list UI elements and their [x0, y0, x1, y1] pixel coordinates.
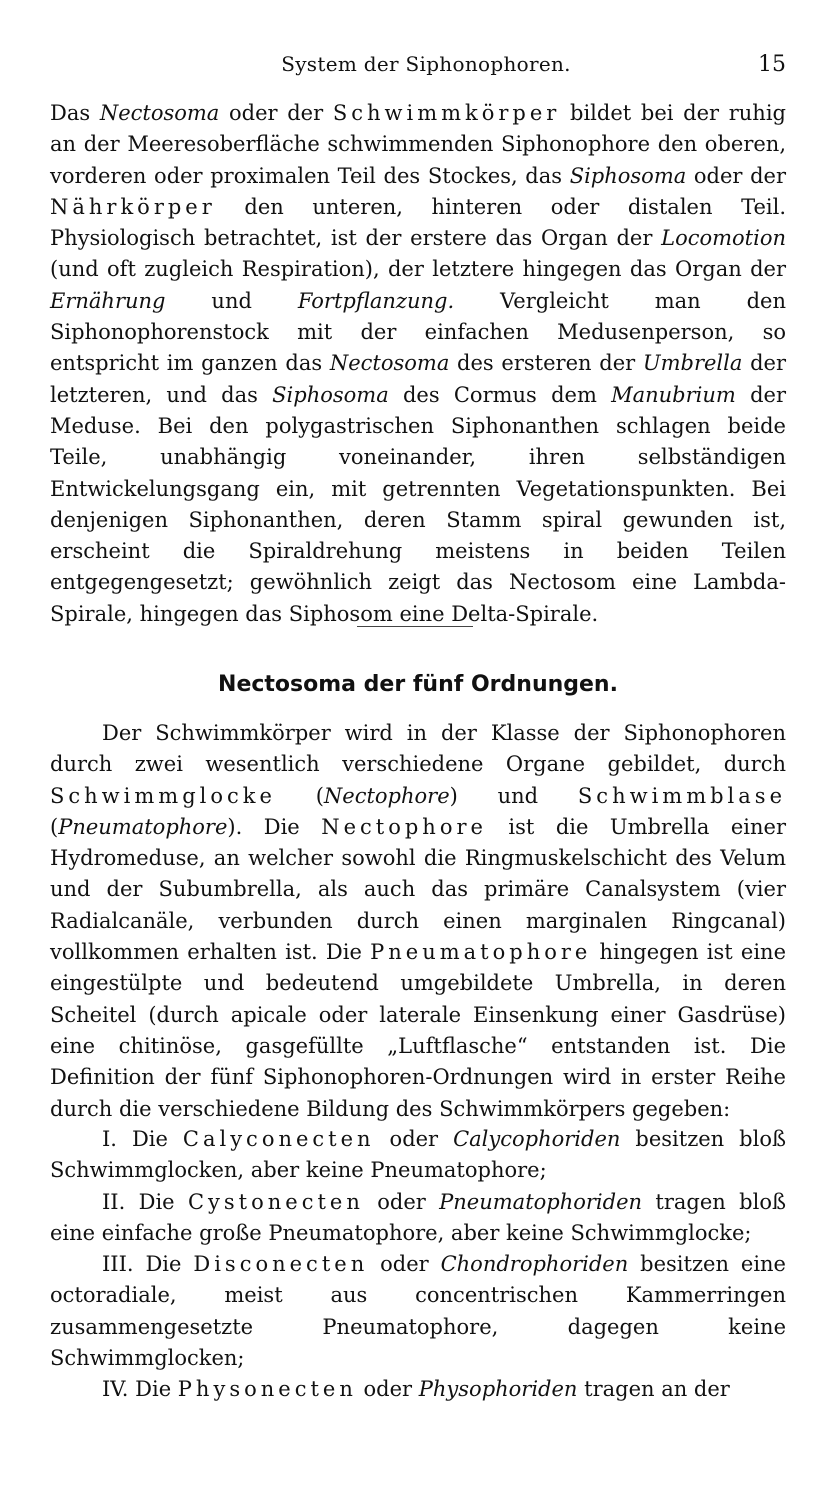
- page-number: 15: [758, 52, 786, 77]
- running-head: [50, 52, 786, 82]
- list-item: III. Die Disconecten oder Chondrophoriden besitzen eine octoradiale, meist aus concentrischen Kammerringen zusammengesetzte Pneumatophore, dagegen keine Schwimmglocken;: [50, 1252, 786, 1371]
- paragraph-intro: Das Nectosoma oder der Schwimmkörper bildet bei der ruhig an der Meeresoberfläche schwimmenden Siphonophore den oberen, vorderen oder proximalen Teil des Stockes, das Siphosoma oder der Nährkörper den unteren, hinteren oder distalen Teil. Physiologisch betrachtet, ist der erstere das Organ der Locomotion (und oft zugleich Respiration), der letztere hingegen das Organ der Ernährung und Fortpflanzung. Vergleicht man den Siphonophorenstock mit der einfachen Medusenperson, so entspricht im ganzen das Nectosoma des ersteren der Umbrella der letzteren, und das Siphosoma des Cormus dem Manubrium der Meduse. Bei den polygastrischen Siphonanthen schlagen beide Teile, unabhängig voneinander, ihren selbständigen Entwickelungsgang ein, mit getrennten Vegetationspunkten. Bei denjenigen Siphonanthen, deren Stamm spiral gewunden ist, erscheint die Spiraldrehung meistens in beiden Teilen entgegengesetzt; gewöhnlich zeigt das Nectosom eine Lambda-Spirale, hingegen das Siphosom eine Delta-Spirale.: [50, 101, 787, 626]
- paragraph-nectosoma: Der Schwimmkörper wird in der Klasse der Siphonophoren durch zwei wesentlich verschiedene Organe gebildet, durch Schwimmglocke (Nectophore) und Schwimmblase (Pneumatophore). Die Nectophore ist die Umbrella einer Hydromeduse, an welcher sowohl die Ringmuskelschicht des Velum und der Subumbrella, als auch das primäre Canalsystem (vier Radialcanäle, verbunden durch einen marginalen Ringcanal) vollkommen erhalten ist. Die Pneumatophore hingegen ist eine eingestülpte und bedeutend umgebildete Umbrella, in deren Scheitel (durch apicale oder laterale Einsenkung einer Gasdrüse) eine chitinöse, gasgefüllte „Luftflasche“ entstanden ist. Die Definition der fünf Siphonophoren-Ordnungen wird in erster Reihe durch die verschiedene Bildung des Schwimmkörpers gegeben:: [50, 721, 787, 1121]
- list-item: IV. Die Physonecten oder Physophoriden tragen an der: [102, 1377, 730, 1402]
- list-item: II. Die Cystonecten oder Pneumatophoriden tragen bloß eine einfache große Pneumatophore, aber keine Schwimmglocke;: [50, 1189, 786, 1245]
- running-title: System der Siphonophoren.: [281, 52, 571, 76]
- list-item: I. Die Calyconecten oder Calycophoriden besitzen bloß Schwimmglocken, aber keine Pneumatophore;: [50, 1127, 787, 1183]
- section-heading: Nectosoma der fünf Ordnungen.: [218, 672, 618, 697]
- orders-list: [50, 1124, 786, 1406]
- section-divider: [357, 626, 473, 627]
